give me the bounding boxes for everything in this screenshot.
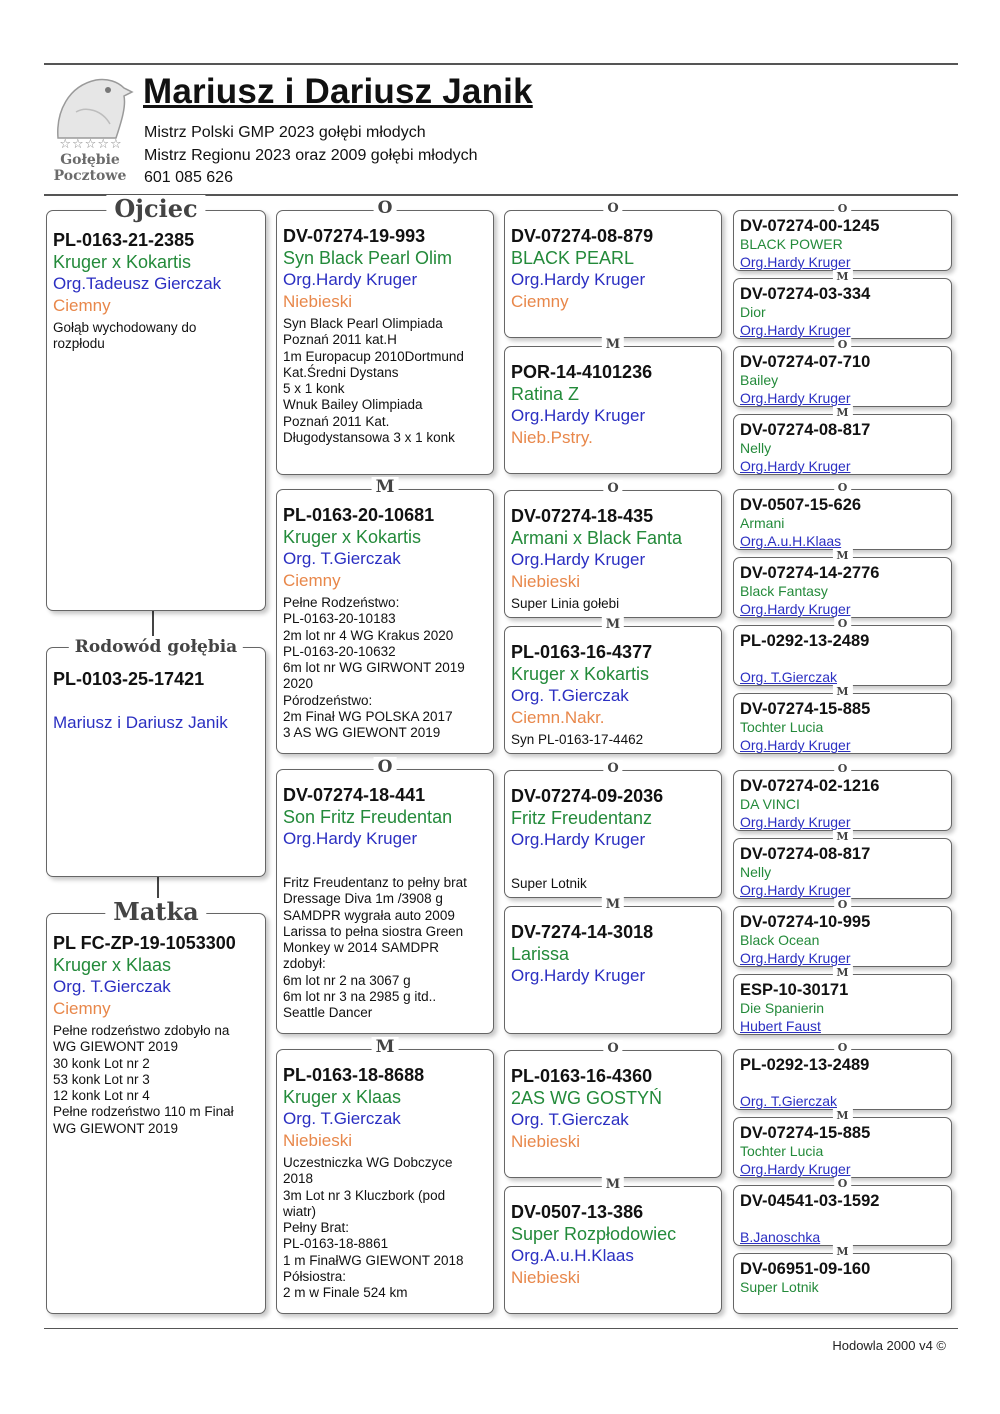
breeder: Org. T.Gierczak	[283, 1109, 401, 1128]
breeder: Org.Hardy Kruger	[511, 406, 646, 425]
sex-label: O	[834, 762, 852, 776]
description	[283, 316, 489, 446]
pigeon-name: Dior	[740, 304, 766, 320]
breeder: Org.Hardy Kruger	[740, 737, 851, 753]
sex-label: M	[832, 270, 852, 284]
breeder: Org.Hardy Kruger	[740, 601, 851, 617]
ancestor-card	[733, 549, 952, 618]
mother-label: Matka	[105, 898, 206, 926]
ring-number: DV-07274-00-1245	[740, 217, 880, 235]
sex-label: O	[374, 757, 397, 777]
plumage-color: Niebieski	[283, 1131, 352, 1150]
breeder: Org. T.Gierczak	[283, 549, 401, 568]
mother-card	[46, 897, 266, 1314]
ring-number: PL-0163-16-4377	[511, 642, 653, 662]
sex-label: M	[832, 830, 852, 844]
father-ring: PL-0163-21-2385	[53, 230, 195, 250]
header-title-line-2: Mistrz Regionu 2023 oraz 2009 gołębi młodych	[144, 147, 478, 164]
breeder: Org.Hardy Kruger	[740, 322, 851, 338]
pigeon-name: Armani x Black Fanta	[511, 528, 683, 548]
footer-rule	[44, 1328, 958, 1329]
description-line: WG GIEWONT 2019	[53, 1039, 179, 1055]
description-line: SAMDPR wygrała auto 2009	[283, 907, 455, 923]
breeder: B.Janoschka	[740, 1229, 821, 1245]
ancestor-card	[733, 1245, 952, 1314]
plumage-color: Niebieski	[283, 292, 352, 311]
sex-label: O	[834, 617, 852, 631]
pigeon-name: Kruger x Klaas	[283, 1087, 402, 1107]
description-line: rozpłodu	[53, 336, 105, 352]
description-line: Gołąb wychodowany do	[53, 320, 197, 335]
ancestor-card	[733, 1041, 952, 1110]
ancestor-card	[733, 338, 952, 407]
logo	[46, 72, 134, 187]
great-grandparent-card	[504, 761, 722, 898]
breeder: Hubert Faust	[740, 1018, 821, 1034]
ancestor-card	[733, 1109, 952, 1178]
description-line: 2020	[283, 676, 314, 692]
pigeon-name: Kruger x Kokartis	[511, 664, 650, 684]
description-line: 6m lot nr 3 na 2985 g itd..	[283, 989, 437, 1005]
breeder: Org.Hardy Kruger	[740, 950, 851, 966]
great-grandparent-card	[504, 337, 722, 474]
breeder: Org. T.Gierczak	[511, 686, 629, 705]
pigeon-name: Syn Black Pearl Olim	[283, 248, 453, 268]
description-line: Uczestniczka WG Dobczyce	[283, 1155, 453, 1170]
description-line: Pełne rodzeństwo 110 m Finał	[53, 1104, 234, 1120]
great-grandparent-card	[504, 201, 722, 338]
ancestor-card	[733, 830, 952, 899]
ring-number: PL-0292-13-2489	[740, 1056, 870, 1074]
sex-label: O	[834, 1041, 852, 1055]
pigeon-name: Super Lotnik	[740, 1279, 819, 1295]
ancestor-card	[733, 202, 952, 271]
breeder: Org.A.u.H.Klaas	[740, 533, 842, 549]
breeder: Org. T.Gierczak	[511, 1110, 629, 1129]
description-line: 3m Lot nr 3 Kluczbork (pod	[283, 1187, 446, 1203]
ring-number: DV-07274-08-879	[511, 226, 654, 246]
breeder: Org.Hardy Kruger	[511, 270, 646, 289]
description-line: 2018	[283, 1171, 314, 1187]
sex-label: M	[832, 966, 852, 980]
description-line: PL-0163-20-10183	[283, 611, 396, 627]
sex-label: M	[602, 616, 624, 634]
sex-label: O	[374, 198, 397, 218]
description-line: Pórodzeństwo:	[283, 692, 373, 708]
father-breeder: Org.Tadeusz Gierczak	[53, 274, 222, 293]
sex-label: O	[834, 1177, 852, 1191]
plumage-color: Nieb.Pstry.	[511, 428, 593, 447]
description-line: Fritz Freudentanz to pełny brat	[283, 875, 467, 890]
ring-number: DV-06951-09-160	[740, 1260, 871, 1278]
ancestor-card	[733, 685, 952, 754]
subject-owner: Mariusz i Dariusz Janik	[53, 713, 228, 732]
pigeon-name: BLACK PEARL	[511, 248, 635, 268]
description-line: Pełne rodzeństwo zdobyło na	[53, 1023, 230, 1038]
plumage-color: Niebieski	[511, 572, 580, 591]
ring-number: DV-04541-03-1592	[740, 1192, 880, 1210]
description-line: Syn Black Pearl Olimpiada	[283, 316, 443, 331]
breeder: Org.Hardy Kruger	[283, 270, 418, 289]
ring-number: DV-07274-15-885	[740, 700, 871, 718]
ring-number: DV-07274-03-334	[740, 285, 871, 303]
description	[283, 1155, 489, 1302]
description-line: 3 AS WG GIEWONT 2019	[283, 725, 441, 741]
description-line: 6m lot nr WG GIRWONT 2019	[283, 660, 465, 676]
subject-card	[46, 637, 266, 877]
father-name: Kruger x Kokartis	[53, 252, 192, 272]
sex-label: M	[602, 336, 624, 354]
grandparent-card	[276, 198, 494, 475]
great-grandparent-card	[504, 617, 722, 754]
father-label: Ojciec	[106, 195, 205, 223]
breeder: Org.Hardy Kruger	[511, 550, 646, 569]
sex-label: M	[832, 406, 852, 420]
grandparent-card	[276, 757, 494, 1034]
description: Super Linia gołebi	[511, 596, 620, 611]
description-line: Pełne Rodzeństwo:	[283, 595, 400, 610]
mother-color: Ciemny	[53, 999, 111, 1018]
description	[283, 595, 489, 742]
pigeon-name	[740, 1075, 947, 1092]
pigeon-name: Nelly	[740, 864, 772, 880]
sex-label: M	[832, 549, 852, 563]
logo-text-1: Gołębie	[60, 152, 120, 168]
plumage-color	[511, 851, 717, 873]
description-line: 5 x 1 konk	[283, 381, 345, 397]
top-rule	[44, 63, 958, 65]
description-line: 6m lot nr 2 na 3067 g	[283, 972, 411, 988]
pigeon-name: Black Ocean	[740, 932, 820, 948]
description: Super Lotnik	[511, 876, 587, 891]
ring-number: DV-07274-19-993	[283, 226, 426, 246]
breeder: Org. T.Gierczak	[740, 1093, 837, 1109]
breeder: Org.Hardy Kruger	[511, 830, 646, 849]
description-line: 30 konk Lot nr 2	[53, 1055, 150, 1071]
pigeon-name: Ratina Z	[511, 384, 580, 404]
sex-label: O	[834, 898, 852, 912]
description-line: wiatr)	[283, 1203, 316, 1219]
pigeon-name: Tochter Lucia	[740, 719, 824, 735]
ancestor-card	[733, 270, 952, 339]
pigeon-name	[740, 651, 947, 668]
sex-label: M	[832, 1109, 852, 1123]
sex-label: O	[834, 202, 852, 216]
description-line: Długodystansowa 3 x 1 konk	[283, 430, 455, 446]
description: Syn PL-0163-17-4462	[511, 732, 644, 747]
breeder: Org.Hardy Kruger	[283, 829, 418, 848]
description-line: Kat.Średni Dystans	[283, 364, 399, 380]
ring-number: PL-0163-20-10681	[283, 505, 435, 525]
mother-name: Kruger x Klaas	[53, 955, 172, 975]
ring-number: POR-14-4101236	[511, 362, 653, 382]
mother-description	[53, 1023, 261, 1137]
ring-number: DV-07274-10-995	[740, 913, 871, 931]
ring-number: DV-07274-02-1216	[740, 777, 880, 795]
ancestor-card	[733, 406, 952, 475]
description-line: Poznań 2011 kat.H	[283, 332, 397, 348]
mother-ring: PL FC-ZP-19-1053300	[53, 933, 236, 953]
description-line: Monkey w 2014 SAMDPR	[283, 940, 440, 956]
description-line: Seattle Dancer	[283, 1005, 373, 1021]
ancestor-card	[733, 762, 952, 831]
pigeon-name: Bailey	[740, 372, 779, 388]
pigeon-name: BLACK POWER	[740, 236, 843, 252]
description-line: 2 m w Finale 524 km	[283, 1285, 408, 1301]
breeder: Org. T.Gierczak	[740, 669, 837, 685]
sex-label: M	[372, 1037, 399, 1057]
ring-number: PL-0163-16-4360	[511, 1066, 653, 1086]
pigeon-name: Nelly	[740, 440, 772, 456]
description-line: 2m lot nr 4 WG Krakus 2020	[283, 627, 454, 643]
pigeon-name	[740, 1211, 947, 1228]
plumage-color: Ciemn.Nakr.	[511, 708, 605, 727]
sex-label: O	[603, 1040, 622, 1058]
sex-label: O	[834, 338, 852, 352]
ring-number: DV-07274-18-441	[283, 785, 426, 805]
sex-label: O	[603, 480, 622, 498]
description-line: Wnuk Bailey Olimpiada	[283, 397, 423, 413]
description	[283, 875, 489, 1022]
description-line: PL-0163-18-8861	[283, 1236, 389, 1252]
pigeon-name: Die Spanierin	[740, 1000, 825, 1016]
grandparent-card	[276, 477, 494, 754]
plumage-color: Niebieski	[511, 1268, 580, 1287]
pigeon-name: DA VINCI	[740, 796, 800, 812]
pigeon-name: Tochter Lucia	[740, 1143, 824, 1159]
breeder: Org.Hardy Kruger	[740, 458, 851, 474]
description-line: Poznań 2011 Kat.	[283, 413, 390, 429]
breeder: Org.Hardy Kruger	[740, 1161, 851, 1177]
ring-number: DV-07274-08-817	[740, 845, 871, 863]
connector-father	[152, 611, 154, 637]
footer-credit: Hodowla 2000 v4 ©	[832, 1338, 946, 1353]
father-card	[46, 194, 266, 611]
ancestor-card	[733, 1177, 952, 1246]
plumage-color: Niebieski	[511, 1132, 580, 1151]
pigeon-name: Larissa	[511, 944, 570, 964]
plumage-color: Ciemny	[511, 292, 569, 311]
ring-number: DV-07274-09-2036	[511, 786, 664, 806]
logo-text-2: Pocztowe	[53, 168, 127, 184]
description-line: Półsiostra:	[283, 1269, 347, 1285]
pigeon-name: Armani	[740, 515, 785, 531]
pigeon-name: Black Fantasy	[740, 583, 828, 599]
breeder: Org.A.u.H.Klaas	[511, 1246, 634, 1265]
sex-label: O	[603, 760, 622, 778]
description-line: 53 konk Lot nr 3	[53, 1071, 150, 1087]
ring-number: DV-0507-13-386	[511, 1202, 644, 1222]
breeder: Org.Hardy Kruger	[740, 814, 851, 830]
subject-ring: PL-0103-25-17421	[53, 669, 205, 689]
ring-number: DV-7274-14-3018	[511, 922, 654, 942]
great-grandparent-card	[504, 1177, 722, 1314]
pigeon-head-icon	[46, 72, 134, 144]
ancestor-card	[733, 481, 952, 550]
ring-number: DV-07274-08-817	[740, 421, 871, 439]
sex-label: M	[372, 477, 399, 497]
ancestor-card	[733, 617, 952, 686]
sex-label: M	[832, 1245, 852, 1259]
ring-number: PL-0163-18-8688	[283, 1065, 425, 1085]
breeder: Org.Hardy Kruger	[740, 390, 851, 406]
ring-number: ESP-10-30171	[740, 981, 849, 999]
grandparent-card	[276, 1037, 494, 1314]
page-title: Mariusz i Dariusz Janik	[143, 72, 533, 111]
sex-label: O	[603, 200, 622, 218]
header-phone: 601 085 626	[144, 169, 233, 186]
sex-label: M	[602, 896, 624, 914]
great-grandparent-card	[504, 897, 722, 1034]
pigeon-name: Super Rozpłodowiec	[511, 1224, 677, 1244]
ancestor-card	[733, 898, 952, 967]
description-line: 12 konk Lot nr 4	[53, 1088, 150, 1104]
ring-number: DV-07274-14-2776	[740, 564, 880, 582]
description-line: PL-0163-20-10632	[283, 643, 396, 659]
plumage-color	[283, 850, 489, 872]
mother-breeder: Org. T.Gierczak	[53, 977, 171, 996]
ring-number: DV-07274-15-885	[740, 1124, 871, 1142]
great-grandparent-card	[504, 481, 722, 618]
pigeon-name: Son Fritz Freudentan	[283, 807, 453, 827]
ring-number: DV-0507-15-626	[740, 496, 862, 514]
great-grandparent-card	[504, 1041, 722, 1178]
rating-stars-icon: ☆☆☆☆☆	[59, 136, 123, 151]
sex-label: M	[602, 1176, 624, 1194]
plumage-color: Ciemny	[283, 571, 341, 590]
description-line: WG GIEWONT 2019	[53, 1120, 179, 1136]
ring-number: DV-07274-07-710	[740, 353, 871, 371]
subject-label: Rodowód gołębia	[69, 636, 243, 658]
father-color: Ciemny	[53, 296, 111, 315]
ring-number: DV-07274-18-435	[511, 506, 654, 526]
pigeon-name: Fritz Freudentanz	[511, 808, 653, 828]
pigeon-name: 2AS WG GOSTYŃ	[511, 1088, 663, 1108]
sex-label: O	[834, 481, 852, 495]
description-line: 1m Europacup 2010Dortmund	[283, 348, 464, 364]
father-description	[53, 320, 261, 353]
description-line: 1 m FinałWG GIEWONT 2018	[283, 1252, 464, 1268]
ring-number: PL-0292-13-2489	[740, 632, 870, 650]
description-line: Dressage Diva 1m /3908 g	[283, 891, 443, 907]
description-line: Larissa to pełna siostra Green	[283, 923, 464, 939]
breeder: Org.Hardy Kruger	[511, 966, 646, 985]
description-line: zdobył:	[283, 956, 326, 972]
sex-label: M	[832, 685, 852, 699]
description-line: 2m Finał WG POLSKA 2017	[283, 709, 453, 725]
header-title-line-1: Mistrz Polski GMP 2023 gołębi młodych	[144, 124, 426, 141]
pigeon-name: Kruger x Kokartis	[283, 527, 422, 547]
breeder: Org.Hardy Kruger	[740, 254, 851, 270]
ancestor-card	[733, 966, 952, 1035]
breeder: Org.Hardy Kruger	[740, 882, 851, 898]
description-line: Pełny Brat:	[283, 1220, 350, 1236]
